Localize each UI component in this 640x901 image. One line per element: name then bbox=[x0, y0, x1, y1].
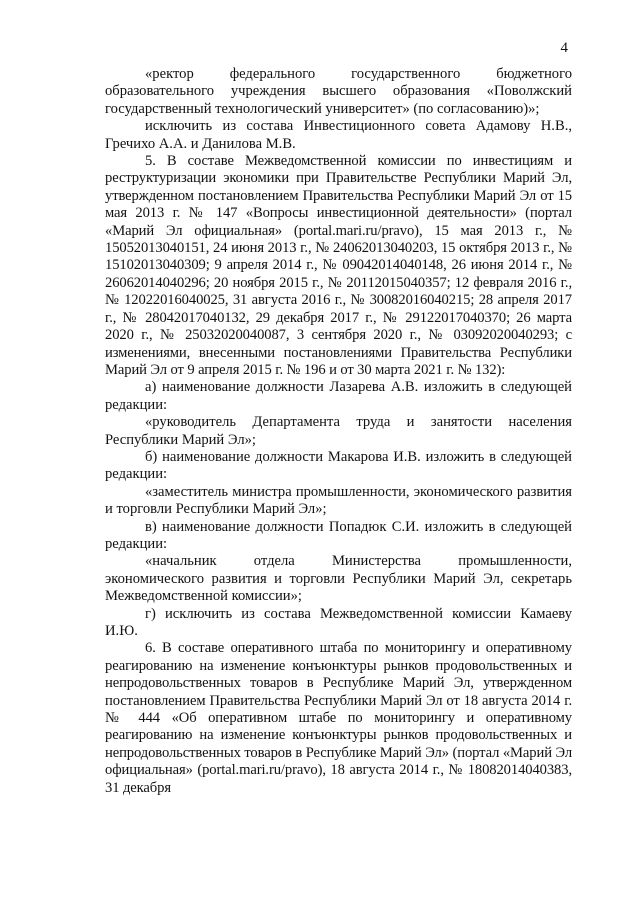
paragraph-subitem-g: г) исключить из состава Межведомственной комиссии Камаеву И.Ю. bbox=[105, 605, 572, 639]
paragraph-rector-title: «ректор федерального государственного бюджетного образовательного учреждения высшего образования «Поволжский государственный технологический университет» (по согласованию)»; bbox=[105, 66, 572, 117]
paragraph-exclude-investment-council: исключить из состава Инвестиционного совета Адамову Н.В., Гречихо А.А. и Данилова М.В. bbox=[105, 118, 572, 152]
paragraph-subitem-v: в) наименование должности Попадюк С.И. изложить в следующей редакции: bbox=[105, 518, 572, 552]
page-number: 4 bbox=[560, 40, 568, 56]
paragraph-item-5-commission: 5. В составе Межведомственной комиссии по инвестициям и реструктуризации экономики при Правительстве Республики Марий Эл, утвержденном постановлением Правительства Республики Марий Эл от 15 мая 2013 г. № 147 «Вопросы инвестиционной деятельности» (портал «Марий Эл официальная» (portal.mari.ru/pravo), 15 мая 2013 г., № 15052013040151, 24 июня 2013 г., № 24062013040203, 15 октября 2013 г., № 15102013040309; 9 апреля 2014 г., № 09042014040148, 26 июня 2014 г., № 26062014040296; 20 ноября 2015 г., № 20112015040357; 12 февраля 2016 г., № 12022016040025, 31 августа 2016 г., № 30082016040215; 28 апреля 2017 г., № 28042017040132, 29 декабря 2017 г., № 29122017040370; 26 марта 2020 г., № 25032020040087, 3 сентября 2020 г., № 03092020040293; с изменениями, внесенными постановлениями Правительства Республики Марий Эл от 9 апреля 2015 г. № 196 и от 30 марта 2021 г. № 132): bbox=[105, 153, 572, 378]
paragraph-item-6-headquarters: 6. В составе оперативного штаба по мониторингу и оперативному реагированию на изменение конъюнктуры рынков продовольственных и непродовольственных товаров в Республике Марий Эл, утвержденном постановлением Правительства Республики Марий Эл от 18 августа 2014 г. № 444 «Об оперативном штабе по мониторингу и оперативному реагированию на изменение конъюнктуры рынков продовольственных и непродовольственных товаров в Республике Марий Эл» (портал «Марий Эл официальная» (portal.mari.ru/pravo), 18 августа 2014 г., № 18082014040383, 31 декабря bbox=[105, 640, 572, 796]
paragraph-subitem-v-text: «начальник отдела Министерства промышленности, экономического развития и торговли Республики Марий Эл, секретарь Межведомственной комиссии»; bbox=[105, 553, 572, 605]
paragraph-subitem-b: б) наименование должности Макарова И.В. изложить в следующей редакции: bbox=[105, 448, 572, 483]
paragraph-subitem-b-text: «заместитель министра промышленности, экономического развития и торговли Республики Марий Эл»; bbox=[105, 483, 572, 518]
paragraph-subitem-a-text: «руководитель Департамента труда и занятости населения Республики Марий Эл»; bbox=[105, 414, 572, 448]
document-body bbox=[105, 66, 572, 797]
paragraph-subitem-a: а) наименование должности Лазарева А.В. изложить в следующей редакции: bbox=[105, 379, 572, 413]
